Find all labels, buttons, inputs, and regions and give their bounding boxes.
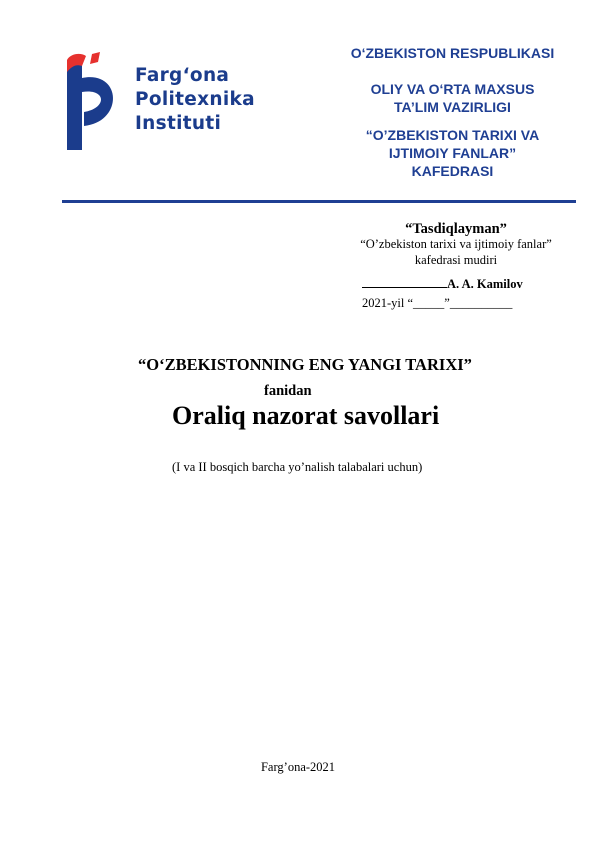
approval-department: “O’zbekiston tarixi va ijtimoiy fanlar”	[360, 237, 552, 251]
logo-text-line2: Politexnika	[135, 89, 255, 110]
ministry-name: OLIY VA O‘RTA MAXSUS TA’LIM VAZIRLIGI	[370, 81, 535, 115]
department-name: “O’ZBEKISTON TARIXI VA IJTIMOIY FANLAR” KAFEDRASI	[365, 127, 540, 179]
document-title: Oraliq nazorat savollari	[172, 401, 440, 430]
logo-text-line1: Farg‘ona	[135, 65, 230, 86]
subject-title: “O‘ZBEKISTONNING ENG YANGI TARIXI”	[138, 355, 472, 374]
header-divider	[62, 200, 576, 203]
signatory-name: A. A. Kamilov	[447, 277, 523, 291]
approval-signature	[362, 276, 523, 292]
audience-note: (I va II bosqich barcha yo’nalish talabalari uchun)	[172, 460, 423, 474]
ministry-country: O‘ZBEKISTON RESPUBLIKASI	[350, 45, 555, 61]
approval-head-title: kafedrasi mudiri	[414, 253, 498, 267]
logo-text-line3: Instituti	[135, 113, 222, 134]
approval-title: “Tasdiqlayman”	[405, 221, 507, 237]
footer-place-year: Farg’ona-2021	[260, 760, 336, 774]
subject-suffix: fanidan	[264, 383, 312, 399]
approval-date: 2021-yil “_____”__________	[362, 296, 513, 310]
signature-line	[362, 276, 447, 288]
